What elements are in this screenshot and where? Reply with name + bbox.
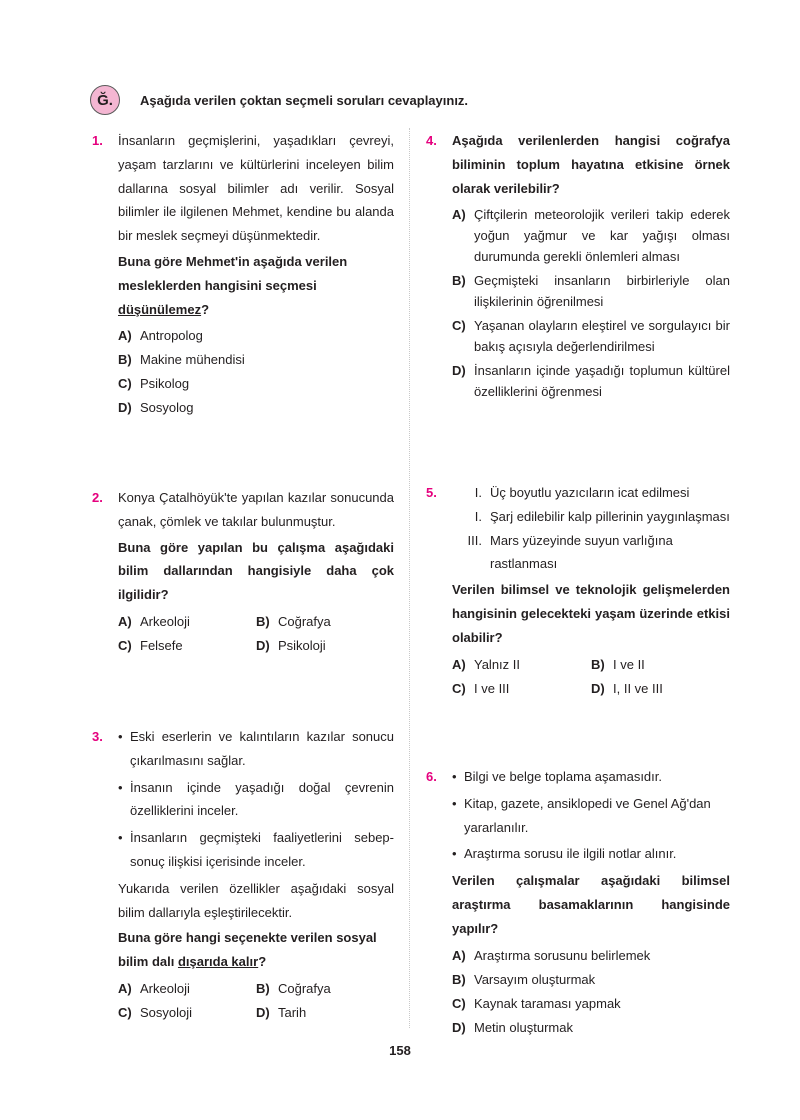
question-prompt: Verilen bilimsel ve teknolojik gelişmelerden hangisinin gelecekteki yaşam üzerinde etkisi olabilir? [452,582,730,645]
option-c[interactable]: C) Kaynak taraması yapmak [452,995,621,1011]
question-number: 6. [426,769,437,784]
option-c[interactable]: C) Psikolog [118,376,190,392]
question-2 [92,486,394,656]
question-prompt: Verilen çalışmalar aşağıdaki bilimsel araştırma basamaklarının hangisinde yapılır? [452,873,730,936]
question-number: 2. [92,490,103,505]
question-3 [92,725,394,1023]
option-b[interactable]: B) Varsayım oluşturmak [452,971,596,987]
option-c[interactable]: C) Felsefe [118,637,183,653]
question-number: 1. [92,133,103,148]
option-a[interactable]: A) Antropolog [118,328,203,344]
question-prompt: Buna göre yapılan bu çalışma aşağıdaki bilim dallarından hangisiyle daha çok ilgilidir? [118,539,394,603]
question-1 [92,129,394,418]
option-a[interactable]: A) Araştırma sorusunu belirlemek [452,947,651,963]
option-a[interactable]: A) Yalnız II [452,656,521,672]
option-b[interactable]: B) Geçmişteki insanların birbirleriyle olan ilişkilerinin öğrenilmesi [452,273,730,310]
question-text: Yukarıda verilen özellikler aşağıdaki sosyal bilim dallarıyla eşleştirilecektir. [118,880,394,920]
question-4 [426,129,730,402]
underlined-keyword: düşünülemez [118,301,202,317]
question-text: İnsanların geçmişlerini, yaşadıkları çevreyi, yaşam tarzlarını ve kültürlerini inceleyen bilim dallarına sosyal bilimler adı verilir. Sosyal bilimler ile ilgilenen Mehmet, kendine bu alanda bir meslek seçmeyi düşünmektedir. [118,133,394,244]
section-header [90,84,468,116]
question-number: 3. [92,729,103,744]
bullet-item: • Bilgi ve belge toplama aşamasıdır. [452,769,662,784]
question-5 [426,481,730,699]
question-text: Konya Çatalhöyük'te yapılan kazılar sonucunda çanak, çömlek ve takılar bulunmuştur. [118,490,394,529]
bullet-item: • Araştırma sorusu ile ilgili notlar alınır. [452,846,677,862]
option-a[interactable]: A) Çiftçilerin meteorolojik verileri takip ederek yoğun yağmur ve kar yağışı olması durumunda gerekli önlemleri alması [452,207,730,265]
option-d[interactable]: D) Sosyolog [118,400,194,416]
question-number: 5. [426,485,437,500]
option-b[interactable]: B) Coğrafya [256,613,331,629]
question-prompt: Buna göre Mehmet'in aşağıda verilen mesleklerden hangisini seçmesi düşünülemez? [118,253,348,317]
column-divider [409,128,410,1028]
question-6 [426,765,730,1038]
bullet-item: • İnsanların geçmişteki faaliyetlerini sebep-sonuç ilişkisi içerisinde inceler. [118,830,394,869]
option-c[interactable]: C) Yaşanan olayların eleştirel ve sorgulayıcı bir bakış açısıyla değerlendirilmesi [452,318,730,355]
section-instruction: Aşağıda verilen çoktan seçmeli soruları cevaplayınız. [140,92,469,108]
question-number: 4. [426,133,437,148]
roman-item: III. Mars yüzeyinde suyun varlığına rastlanması [467,532,673,572]
option-b[interactable]: B) I ve II [591,656,645,672]
bullet-item: • İnsanın içinde yaşadığı doğal çevrenin özelliklerini inceler. [118,779,394,819]
option-b[interactable]: B) Coğrafya [256,980,331,996]
page-number: 158 [389,1043,411,1058]
option-d[interactable]: D) İnsanların içinde yaşadığı toplumun kültürel özelliklerini öğrenmesi [452,363,730,400]
roman-item: I. Üç boyutlu yazıcıların icat edilmesi [474,485,690,500]
question-prompt: Aşağıda verilenlerden hangisi coğrafya biliminin toplum hayatına etkisine örnek olarak verilebilir? [452,133,730,196]
bullet-item: • Eski eserlerin ve kalıntıların kazılar sonucu çıkarılmasını sağlar. [118,729,394,768]
option-d[interactable]: D) Metin oluşturmak [452,1019,573,1035]
question-prompt: Buna göre hangi seçenekte verilen sosyal bilim dalı dışarıda kalır? [118,930,377,970]
bullet-item: • Kitap, gazete, ansiklopedi ve Genel Ağ'dan yararlanılır. [452,795,711,835]
option-b[interactable]: B) Makine mühendisi [118,352,245,368]
option-a[interactable]: A) Arkeoloji [118,613,190,629]
roman-item: I. Şarj edilebilir kalp pillerinin yaygınlaşması [474,508,730,524]
option-d[interactable]: D) Tarih [256,1004,307,1020]
option-d[interactable]: D) Psikoloji [256,637,326,653]
option-c[interactable]: C) Sosyoloji [118,1004,193,1020]
option-a[interactable]: A) Arkeoloji [118,980,190,996]
option-d[interactable]: D) I, II ve III [591,680,663,696]
section-badge: Ğ. [90,85,120,115]
option-c[interactable]: C) I ve III [452,680,510,696]
underlined-keyword: dışarıda kalır [177,954,259,970]
